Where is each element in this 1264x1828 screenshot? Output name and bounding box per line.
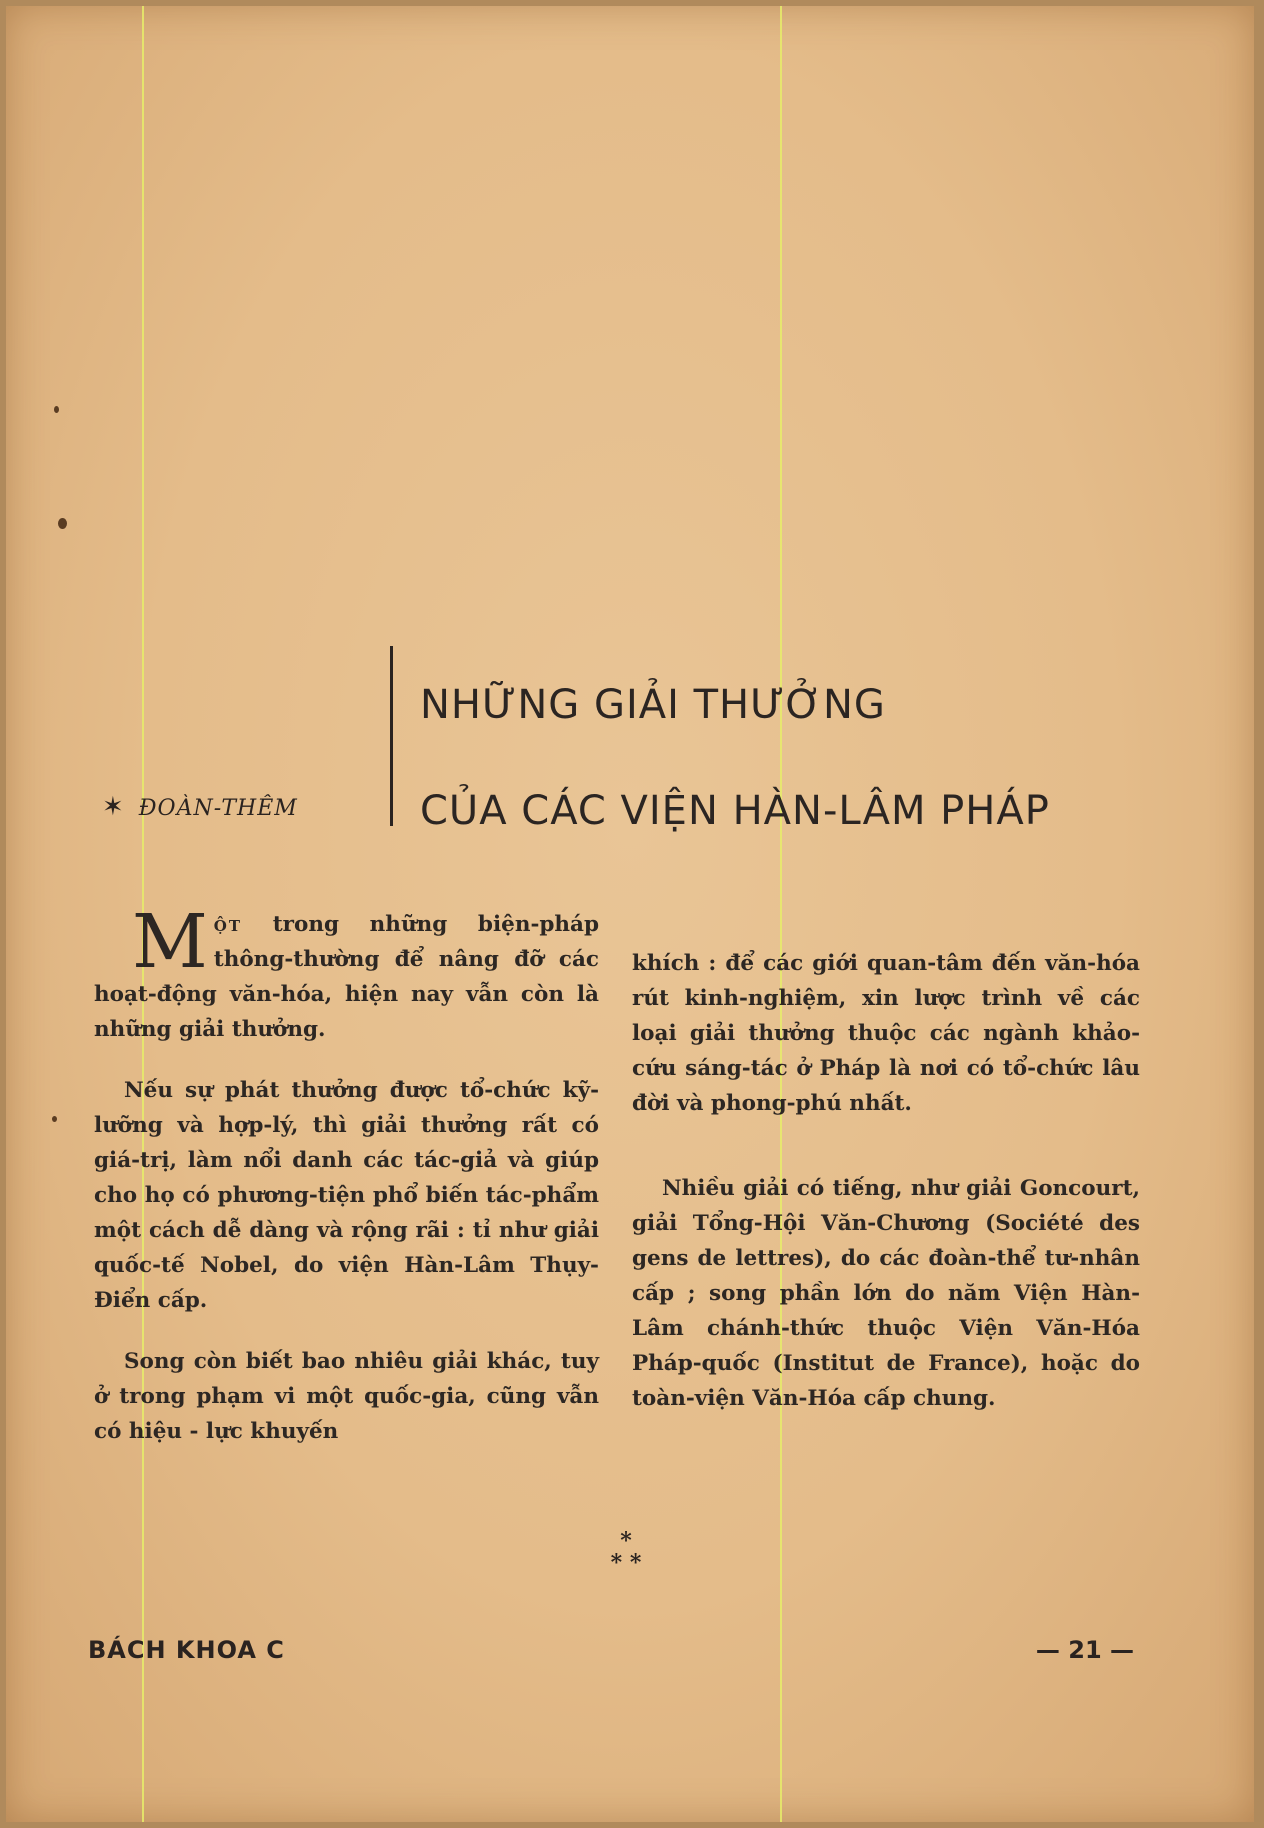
magazine-page	[6, 6, 1254, 1822]
paragraph: Nếu sự phát thưởng được tổ-chức kỹ-lưỡng và hợp-lý, thì giải thưởng rất có giá-trị, làm nổi danh các tác-giả và giúp cho họ có phương-tiện phổ biến tác-phẩm một cách dễ dàng và rộng rãi : tỉ như giải quốc-tế Nobel, do viện Hàn-Lâm Thụy-Điển cấp.	[94, 1078, 599, 1313]
article-title-line-2: CỦA CÁC VIỆN HÀN-LÂM PHÁP	[420, 788, 1050, 834]
separator-top: *	[620, 1528, 632, 1554]
ink-spot	[58, 518, 67, 529]
scan-line	[780, 6, 782, 1822]
paragraph	[94, 899, 599, 1047]
ink-spot	[52, 1116, 57, 1122]
separator-bottom: * *	[610, 1550, 642, 1576]
ink-spot	[54, 406, 59, 413]
page-number: — 21 —	[1035, 1636, 1134, 1664]
small-caps-word: ột	[213, 911, 243, 936]
paragraph: Song còn biết bao nhiêu giải khác, tuy ở trong phạm vi một quốc-gia, cũng vẫn có hiệu - lực khuyến	[94, 1349, 599, 1444]
right-column	[632, 946, 1140, 1442]
paragraph: khích : để các giới quan-tâm đến văn-hóa rút kinh-nghiệm, xin lược trình về các loại giải thưởng thuộc các ngành khảo-cứu sáng-tác ở Pháp là nơi có tổ-chức lâu đời và phong-phú nhất.	[632, 951, 1140, 1116]
title-divider	[390, 646, 393, 826]
paragraph: Nhiều giải có tiếng, như giải Goncourt, giải Tổng-Hội Văn-Chương (Société des gens de lettres), do các đoàn-thể tư-nhân cấp ; song phần lớn do năm Viện Hàn-Lâm chánh-thức thuộc Viện Văn-Hóa Pháp-quốc (Institut de France), hoặc do toàn-viện Văn-Hóa cấp chung.	[632, 1176, 1140, 1411]
section-separator	[586, 1530, 666, 1574]
left-column	[94, 899, 599, 1475]
paragraph-text: trong những biện-pháp thông-thường để nâng đỡ các hoạt-động văn-hóa, hiện nay vẫn còn là những giải thưởng.	[94, 912, 599, 1042]
drop-cap: M	[132, 899, 208, 985]
article-title-line-1: NHỮNG GIẢI THƯỞNG	[420, 682, 886, 728]
star-icon: ✶	[102, 792, 125, 822]
author-byline	[102, 792, 298, 822]
magazine-name: BÁCH KHOA C	[88, 1636, 285, 1664]
author-name: ĐOÀN-THÊM	[138, 796, 298, 821]
